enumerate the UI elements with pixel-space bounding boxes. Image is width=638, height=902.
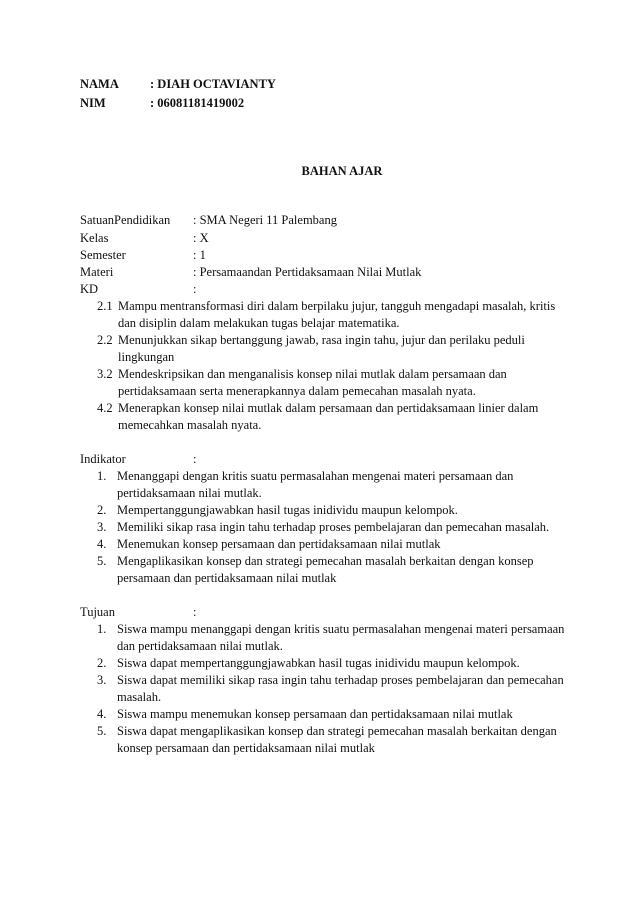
indikator-number: 1. bbox=[97, 469, 107, 483]
tujuan-text: Siswa mampu menanggapi dengan kritis suatu permasalahan mengenai materi persamaan dan pertidaksamaan nilai mutlak. bbox=[117, 622, 565, 653]
indikator-text: Mempertanggungjawabkan hasil tugas inidividu maupun kelompok. bbox=[117, 503, 458, 517]
tujuan-label: Tujuan bbox=[80, 605, 115, 619]
tujuan-number: 1. bbox=[97, 622, 107, 636]
indikator-text: Memiliki sikap rasa ingin tahu terhadap proses pembelajaran dan pemecahan masalah. bbox=[117, 520, 550, 534]
indikator-label: Indikator bbox=[80, 452, 126, 466]
indikator-text: Mengaplikasikan konsep dan strategi pemecahan masalah berkaitan dengan konsep persamaan dan pertidaksamaan nilai mutlak bbox=[117, 554, 534, 585]
tujuan-text: Siswa dapat mengaplikasikan konsep dan strategi pemecahan masalah berkaitan dengan konsep persamaan dan pertidaksamaan nilai mutlak bbox=[117, 724, 557, 755]
kd-text: Menunjukkan sikap bertanggung jawab, rasa ingin tahu, jujur dan perilaku peduli lingkungan bbox=[118, 333, 525, 364]
kd-number: 2.2 bbox=[97, 333, 113, 347]
tujuan-colon: : bbox=[193, 605, 197, 619]
materi-value: : Persamaandan Pertidaksamaan Nilai Mutlak bbox=[193, 265, 422, 279]
document-title: BAHAN AJAR bbox=[301, 164, 383, 178]
nim-value: : 06081181419002 bbox=[150, 96, 245, 110]
kd-label: KD bbox=[80, 282, 99, 296]
nama-label: NAMA bbox=[80, 77, 119, 91]
satuan-label: SatuanPendidikan bbox=[80, 213, 171, 227]
materi-label: Materi bbox=[80, 265, 114, 279]
indikator-number: 4. bbox=[97, 537, 107, 551]
kd-value: : bbox=[193, 282, 197, 296]
kd-text: Mampu mentransformasi diri dalam berpilaku jujur, tangguh mengadapi masalah, kritis dan disiplin dalam melakukan tugas belajar matematika. bbox=[118, 299, 556, 330]
kelas-label: Kelas bbox=[80, 231, 109, 245]
indikator-number: 3. bbox=[97, 520, 107, 534]
indikator-text: Menanggapi dengan kritis suatu permasalahan mengenai materi persamaan dan pertidaksamaan nilai mutlak. bbox=[117, 469, 514, 500]
indikator-number: 5. bbox=[97, 554, 107, 568]
indikator-text: Menemukan konsep persamaan dan pertidaksamaan nilai mutlak bbox=[117, 537, 441, 551]
tujuan-number: 5. bbox=[97, 724, 107, 738]
nama-value: : DIAH OCTAVIANTY bbox=[150, 77, 276, 91]
satuan-value: : SMA Negeri 11 Palembang bbox=[193, 213, 337, 227]
tujuan-number: 3. bbox=[97, 673, 107, 687]
nim-label: NIM bbox=[80, 96, 106, 110]
kd-text: Menerapkan konsep nilai mutlak dalam persamaan dan pertidaksamaan linier dalam memecahkan masalah nyata. bbox=[118, 401, 539, 432]
semester-value: : 1 bbox=[193, 248, 206, 262]
tujuan-number: 2. bbox=[97, 656, 107, 670]
tujuan-text: Siswa dapat mempertanggungjawabkan hasil tugas inidividu maupun kelompok. bbox=[117, 656, 520, 670]
kd-number: 3.2 bbox=[97, 367, 113, 381]
tujuan-number: 4. bbox=[97, 707, 107, 721]
tujuan-text: Siswa dapat memiliki sikap rasa ingin tahu terhadap proses pembelajaran dan pemecahan masalah. bbox=[117, 673, 564, 704]
indikator-colon: : bbox=[193, 452, 197, 466]
kd-text: Mendeskripsikan dan menganalisis konsep nilai mutlak dalam persamaan dan pertidaksamaan serta menerapkannya dalam pemecahan masalah nyata. bbox=[118, 367, 507, 398]
kelas-value: : X bbox=[193, 231, 209, 245]
kd-number: 2.1 bbox=[97, 299, 113, 313]
semester-label: Semester bbox=[80, 248, 126, 262]
kd-number: 4.2 bbox=[97, 401, 113, 415]
tujuan-text: Siswa mampu menemukan konsep persamaan dan pertidaksamaan nilai mutlak bbox=[117, 707, 513, 721]
indikator-number: 2. bbox=[97, 503, 107, 517]
